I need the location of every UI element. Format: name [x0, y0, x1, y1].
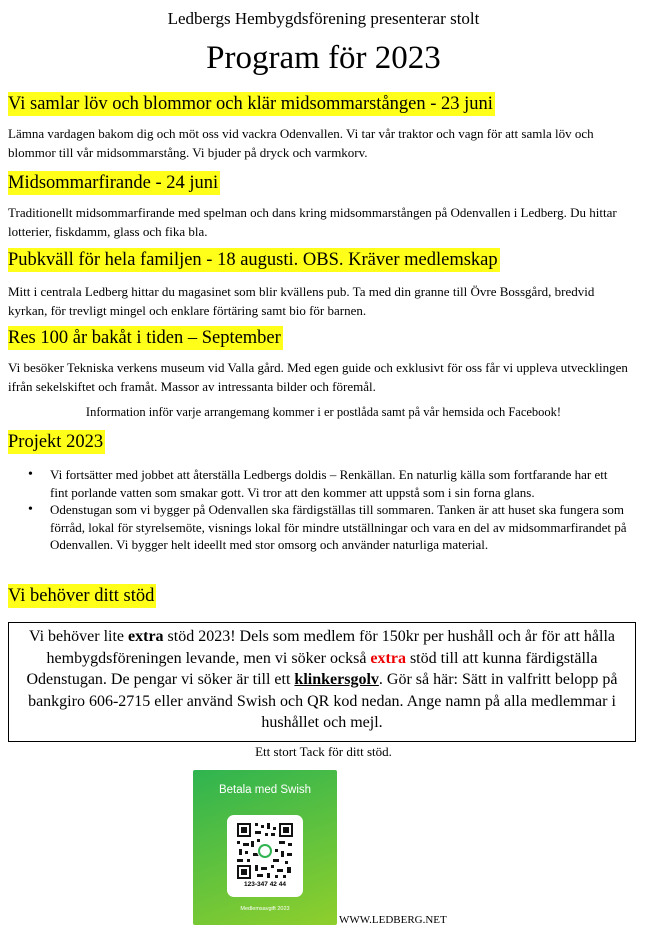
list-item: • Odenstugan som vi bygger på Odenvallen ska färdigställas till sommaren. Tanken är att huset ska fungera som förråd, lokal för styrelsemöte, visnings lokal för mindre utställningar och vara en del av midsommarfirandet på Odenvallen. Vi bygger helt ideellt med stor omsorg och använder naturliga material.: [8, 501, 628, 554]
info-line: Information inför varje arrangemang kommer i er postlåda samt på vår hemsida och Facebook!: [85, 405, 562, 419]
event-text-midsummer: Traditionellt midsommarfirande med spelman och dans kring midsommarstången på Odenvallen i Ledberg. Du hittar lotterier, fiskdamm, glass och fika bla.: [8, 205, 617, 239]
support-box: [8, 622, 636, 742]
swish-number: 123-347 42 44: [244, 881, 286, 888]
projects-heading: Projekt 2023: [8, 432, 104, 452]
extra-highlight-red: extra: [370, 649, 406, 667]
page-title: Program för 2023: [206, 40, 441, 76]
projects-list: [8, 466, 628, 554]
event-text-leaves: Lämna vardagen bakom dig och möt oss vid vackra Odenvallen. Vi tar vår traktor och vagn för att samla löv och blommor till vår midsommarstång. Vi bjuder på dryck och varmkorv.: [8, 126, 594, 160]
website-link[interactable]: WWW.LEDBERG.NET: [339, 914, 447, 926]
event-heading-museum: Res 100 år bakåt i tiden – September: [8, 328, 281, 348]
support-text: . Gör så här: Sätt in valfritt belopp på bankgiro 606-2715 eller använd Swish och QR kod nedan. Ange namn på alla medlemmar i hushållet och mejl.: [28, 671, 618, 731]
event-text-pub: Mitt i centrala Ledberg hittar du magasinet som blir kvällens pub. Ta med din granne till Övre Bossgård, bredvid kyrkan, för trevligt mingel och enklare förtäring samt bio för barnen.: [8, 284, 595, 318]
page-subtitle: Ledbergs Hembygdsförening presenterar stolt: [167, 9, 480, 28]
event-heading-leaves: Vi samlar löv och blommor och klär midsommarstången - 23 juni: [8, 94, 493, 114]
support-heading: Vi behöver ditt stöd: [8, 586, 155, 606]
klinkersgolv-highlight: klinkersgolv: [294, 671, 379, 688]
extra-highlight: extra: [128, 628, 164, 645]
support-text: Vi behöver lite: [29, 628, 129, 645]
support-text: stöd till att kunna färdigställa Odenstugan. De pengar vi söker är till ett: [26, 649, 598, 688]
swish-footer: Medlemsavgift 2023: [240, 906, 290, 912]
event-text-museum: Vi besöker Tekniska verkens museum vid Valla gård. Med egen guide och exklusivt för oss får vi uppleva utvecklingen ifrån sekelskiftet och framåt. Massor av intressanta bilder och föremål.: [8, 360, 628, 394]
thanks-text: Ett stort Tack för ditt stöd.: [255, 744, 392, 759]
swish-label: Betala med Swish: [218, 784, 312, 796]
list-item: • Vi fortsätter med jobbet att återställa Ledbergs doldis – Renkällan. En naturlig källa som fortfarande har ett fint porlande vatten som smakar gott. Vi tror att den kommer att uppstå som i sin forna glans.: [8, 466, 628, 501]
event-heading-midsummer: Midsommarfirande - 24 juni: [8, 173, 219, 193]
qr-code-icon[interactable]: [235, 821, 295, 881]
support-text: stöd 2023! Dels som medlem för 150kr per hushåll och år för att hålla hembygdsföreningen levande, men vi söker också: [46, 628, 615, 667]
qr-card: [227, 815, 303, 897]
event-heading-pub: Pubkväll för hela familjen - 18 augusti. OBS. Kräver medlemskap: [8, 250, 498, 270]
swish-card: [193, 770, 337, 925]
